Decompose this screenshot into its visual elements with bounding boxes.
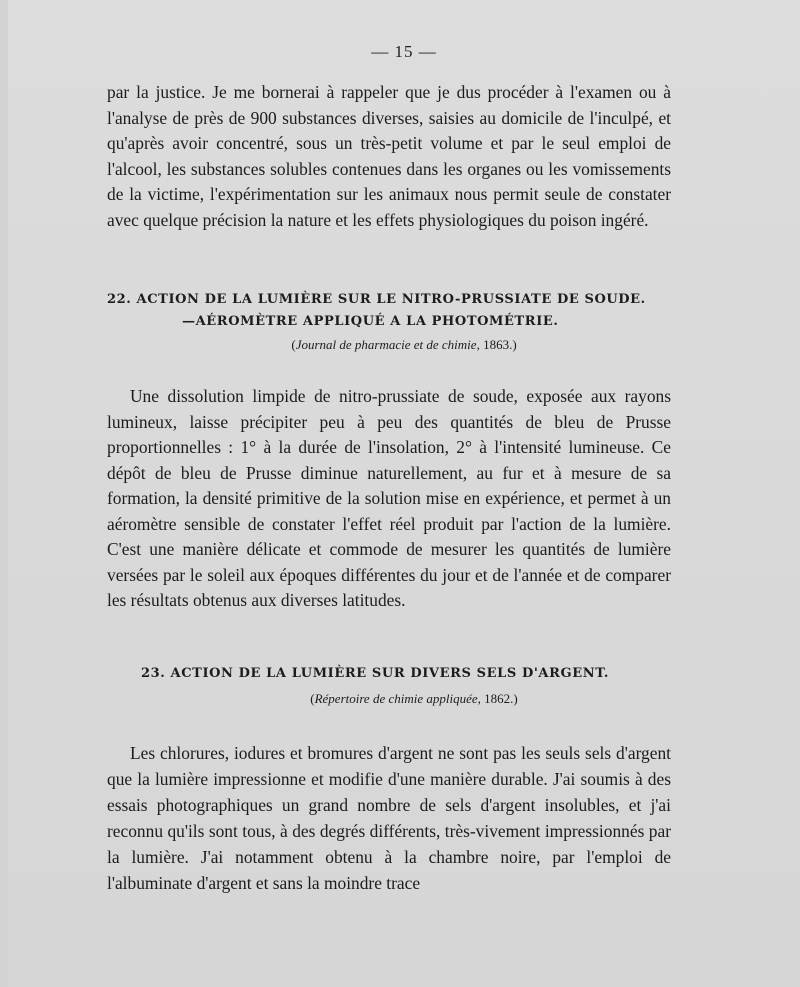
paragraph-intro: par la justice. Je me bornerai à rappeler que je dus procéder à l'examen ou à l'analyse de près de 900 substances diverses, saisies au domicile de l'inculpé, et qu'après avoir concentré, sous un très-petit volume et par le seul emploi de l'alcool, les substances solubles contenues dans les organes ou les vomissements de la victime, l'expérimentation sur les animaux nous permit seule de constater avec quelque précision la nature et les effets physiologiques du poison ingéré. — [107, 82, 671, 230]
source-open-paren: ( — [291, 337, 296, 352]
section-23-source-journal: Répertoire de chimie appliquée — [314, 691, 478, 706]
section-23-title: 23. ACTION DE LA LUMIÈRE SUR DIVERS SELS D'ARGENT. — [141, 666, 609, 681]
source-open-paren: ( — [310, 691, 315, 706]
paragraph-section-23: Les chlorures, iodures et bromures d'argent ne sont pas les seuls sels d'argent que la lumière impressionne et modifie d'une manière durable. J'ai soumis à des essais photographiques un grand nombre de sels d'argent insolubles, et j'ai reconnu qu'ils sont tous, à des degrés différents, très-vivement impressionnés par la lumière. J'ai notamment obtenu à la chambre noire, par l'emploi de l'albuminate d'argent et sans la moindre trace — [107, 743, 671, 893]
document-page — [8, 0, 800, 987]
section-22-source-journal: Journal de pharmacie et de chimie — [295, 337, 477, 352]
section-22-title-line2: —AÉROMÈTRE APPLIQUÉ A LA PHOTOMÉTRIE. — [182, 314, 559, 329]
page-number: — 15 — — [371, 42, 437, 61]
section-22-title-line1: 22. ACTION DE LA LUMIÈRE SUR LE NITRO-PRUSSIATE DE SOUDE. — [107, 292, 646, 307]
paragraph-section-22: Une dissolution limpide de nitro-prussiate de soude, exposée aux rayons lumineux, laisse précipiter peu à peu des quantités de bleu de Prusse proportionnelles : 1° à la durée de l'insolation, 2° à l'intensité lumineuse. Ce dépôt de bleu de Prusse diminue naturellement, au fur et à mesure de sa formation, la densité primitive de la solution mise en expérience, et permet à un aéromètre sensible de constater l'effet réel produit par l'action de la lumière. C'est une manière délicate et commode de mesurer les quantités de lumière versées par le soleil aux époques différentes du jour et de l'année et de comparer les résultats obtenus aux diverses latitudes. — [107, 386, 671, 610]
section-23-source-year: , 1862.) — [477, 691, 518, 706]
section-22-source — [8, 337, 800, 353]
section-22-source-year: , 1863.) — [476, 337, 517, 352]
section-23-source — [18, 691, 800, 707]
